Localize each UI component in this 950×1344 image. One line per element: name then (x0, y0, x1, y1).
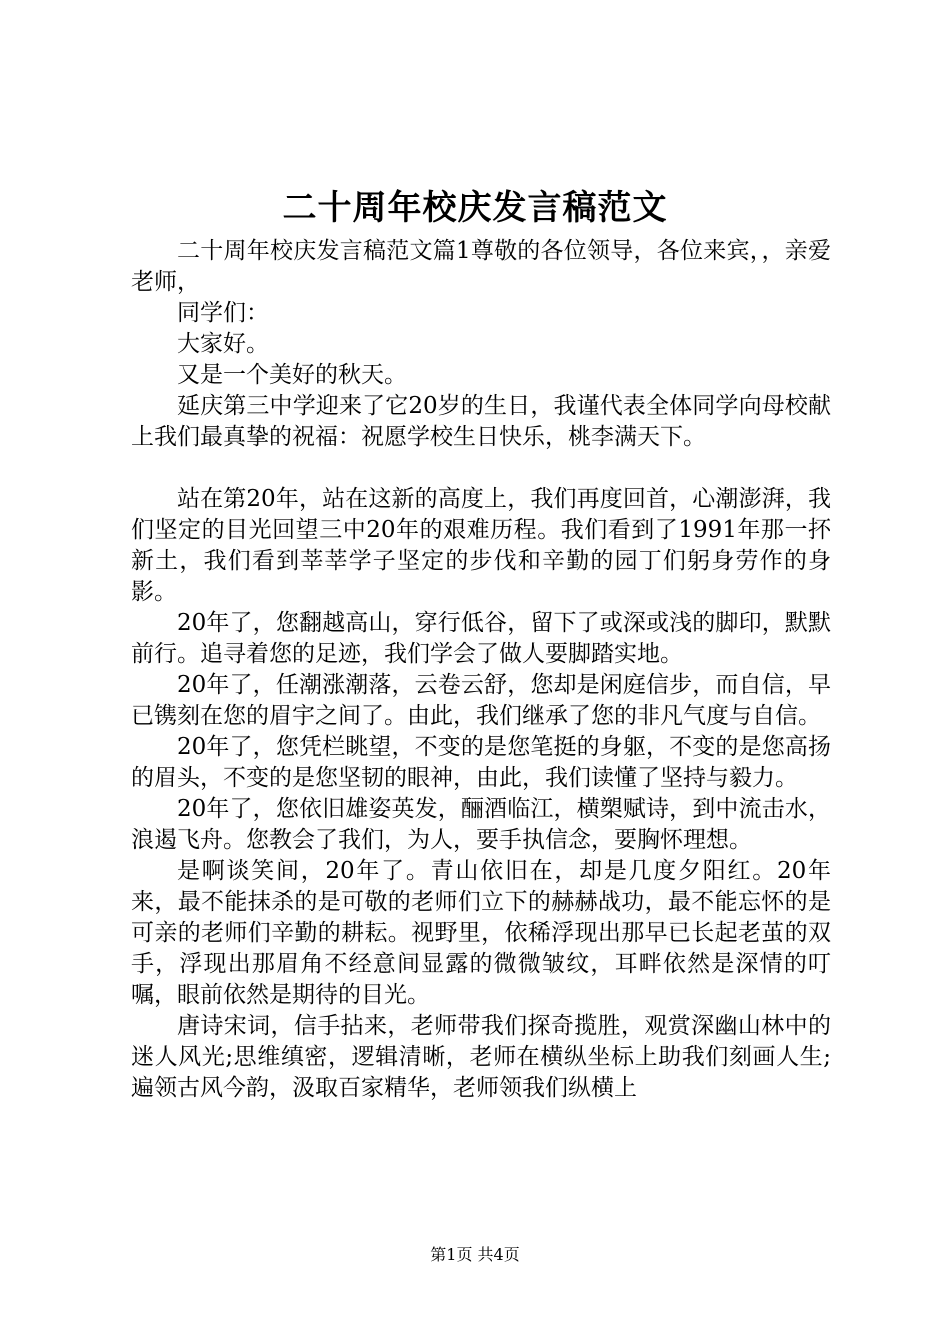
paragraph: 20年了，任潮涨潮落，云卷云舒，您却是闲庭信步，而自信，早已镌刻在您的眉宇之间了。由此，我们继承了您的非凡气度与自信。 (131, 672, 831, 729)
paragraph: 20年了，您依旧雄姿英发，酾酒临江，横槊赋诗，到中流击水，浪遏飞舟。您教会了我们，为人，要手执信念，要胸怀理想。 (131, 796, 831, 853)
paragraph: 延庆第三中学迎来了它20岁的生日，我谨代表全体同学向母校献上我们最真挚的祝福：祝愿学校生日快乐，桃李满天下。 (131, 393, 831, 450)
paragraph: 20年了，您凭栏眺望，不变的是您笔挺的身躯，不变的是您高扬的眉头，不变的是您坚韧的眼神，由此，我们读懂了坚持与毅力。 (131, 734, 831, 791)
paragraph: 二十周年校庆发言稿范文篇1尊敬的各位领导，各位来宾，，亲爱老师， (131, 238, 831, 295)
document-title: 二十周年校庆发言稿范文 (282, 188, 668, 228)
document-body (131, 236, 831, 1104)
paragraph: 是啊谈笑间，20年了。青山依旧在，却是几度夕阳红。20年来，最不能抹杀的是可敬的老师们立下的赫赫战功，最不能忘怀的是可亲的老师们辛勤的耕耘。视野里，依稀浮现出那早已长起老茧的双手，浮现出那眉角不经意间显露的微微皱纹，耳畔依然是深情的叮嘱，眼前依然是期待的目光。 (131, 858, 831, 1008)
paragraph: 20年了，您翻越高山，穿行低谷，留下了或深或浅的脚印，默默前行。追寻着您的足迹，我们学会了做人要脚踏实地。 (131, 610, 831, 667)
paragraph: 站在第20年，站在这新的高度上，我们再度回首，心潮澎湃，我们坚定的目光回望三中20年的艰难历程。我们看到了1991年那一抔新土，我们看到莘莘学子坚定的步伐和辛勤的园丁们躬身劳作的身影。 (131, 486, 831, 605)
paragraph: 又是一个美好的秋天。 (177, 362, 407, 388)
paragraph: 大家好。 (177, 331, 269, 357)
page-number-footer: 第1页 共4页 (430, 1245, 520, 1264)
paragraph: 同学们： (177, 300, 269, 326)
paragraph: 唐诗宋词，信手拈来，老师带我们探奇揽胜，观赏深幽山林中的迷人风光;思维缜密，逻辑清晰，老师在横纵坐标上助我们刻画人生;遍领古风今韵，汲取百家精华，老师领我们纵横上 (131, 1013, 831, 1101)
